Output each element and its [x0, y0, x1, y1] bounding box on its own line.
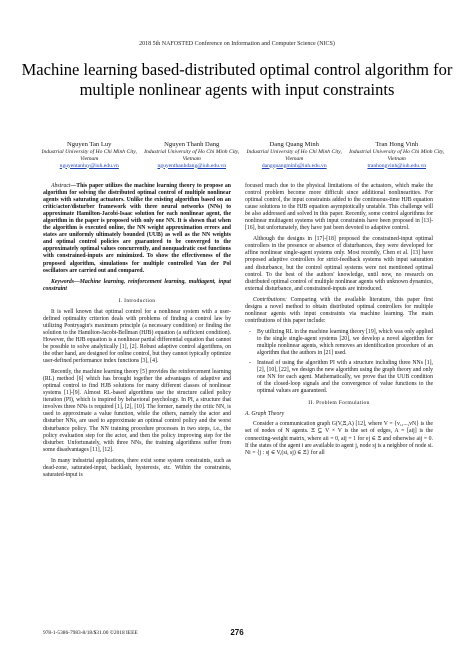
author-2 [141, 141, 244, 169]
paragraph: Consider a communication graph G(V,Ξ,A) [12], where V = {v₁,...,vN} is the set of nodes of N agents. Ξ ⊆ V × V is the set of edges, A = [aij] is the connecting-weight matrix, where aii = 0, aij = 1 for ej ∈ Ξ and otherwise aij = 0. If the states of the agent i are available to agent j, node sj is a neighbor of node si. Ni = {j : sj ∈ V,(si, sj) ∈ Ξ} for all [245, 421, 433, 456]
author-country: Vietnam [80, 155, 99, 162]
author-name: Nguyen Tan Luy [67, 141, 112, 148]
abstract-label: Abstract [51, 183, 71, 189]
keywords-label: Keywords [51, 278, 74, 285]
author-1 [38, 141, 141, 169]
author-email-link[interactable]: nguyenthanhdang@iuh.edu.vn [157, 162, 227, 169]
right-column [245, 183, 433, 461]
conference-header: 2018 5th NAFOSTED Conference on Information and Computer Science (NICS) [139, 41, 335, 47]
author-institution: Industrial University of Ho Chi Minh City, Vietnam [144, 149, 240, 162]
paragraph: In many industrial applications, there exist some system constraints, such as dead-zone, saturated-input, backlash, hysteresis, etc. Within the constraints, saturated-input is [43, 457, 231, 478]
abstract-text: —This paper utilizes the machine learning theory to propose an algorithm for solving the distributed optimal control of multiple nonlinear agents with saturating actuators. Unlike the existing algorithm based on an critic/actor/disturber framework with three neural networks (NNs) to approximate Hamilton-Jacobi-Isaac solution for each nonlinear agent, the algorithm in the paper is proposed with only one NN. It is shown that when the algorithm is executed online, the NN weight approximation errors and states are uniformly ultimately bounded (UUB) as well as the NN weights and optimal control policies are guaranteed to be converged to the approximately optimal values concurrently, and nonquadratic cost functions with constrained-inputs are minimized. To show the effectiveness of the proposed algorithm, simulations for multiple controlled Van der Pol oscillators are carried out and compared. [43, 183, 231, 274]
list-item: - By utilizing RL in the machine learning theory [19], which was only applied to the single single-agent systems [20], we develop a novel algorithm for multiple nonlinear agents, which removes an identification procedure of an algorithm that the authors in [21] used. [257, 329, 433, 357]
contribution-list [245, 329, 433, 395]
paragraph: focused much due to the physical limitations of the actuators, which make the control problem become more difficult since additional nonlinearities. For optimal control, the input constraints added to the continuous-time HJB equation cause solutions to the HJB equation asymptotically unstable. This challenge will be also addressed and solved in this paper. Recently, some control algorithms for nonlinear multiagent systems with input constraints have been proposed in [13]-[16], but unfortunately, they have just been devoted to adaptive control. [245, 183, 433, 232]
paper-title: Machine learning based-distributed optimal control algorithm for multiple nonlinear agents with input constraints [21, 60, 453, 99]
author-email-link[interactable]: nguyentanluy@iuh.edu.vn [59, 162, 119, 169]
author-name: Dang Quang Minh [269, 141, 319, 148]
author-institution: Industrial University of Ho Chi Minh City, Vietnam [246, 149, 342, 162]
list-item: - Instead of using the algorithm PI with a structure including three NNs [1], [2], [10], [22], we design the new algorithm using the graph theory and only one NN for each agent. Mathematically, we prove that the UUB condition of the closed-loop signals and the convergence of value functions to the optimal values are guaranteed. [257, 360, 433, 395]
page-footer [43, 628, 431, 638]
section-heading-introduction: I. Introduction [118, 297, 156, 304]
author-email-link[interactable]: dangquangminh@iuh.edu.vn [261, 162, 327, 169]
left-column [43, 183, 231, 483]
author-institution: Industrial University of Ho Chi Minh City, [41, 149, 137, 155]
paragraph: It is well known that optimal control for a nonlinear system with a user-defined optimality criterion deals with problems of finding a control law by utilizing Pontryagin's maximum principle (a necessary condition) or finding the solution to the Hamilton-Jacobi-Bellman (HJB) equation (a sufficient condition). However, the HJB equation is a nonlinear partial differential equation that cannot be possible to solve analytically [1], [2]. Robust adaptive control algorithms, on the other hand, are designed for online control, but they cannot typically optimize user-defined performance index functions [3], [4]. [43, 308, 231, 365]
keywords [43, 279, 231, 293]
author-email-link[interactable]: tranhongvinh@iuh.edu.vn [367, 162, 427, 169]
contributions-label: Contributions: [253, 296, 287, 303]
author-block [38, 141, 448, 169]
author-name: Nguyen Thanh Dang [164, 141, 220, 148]
keywords-text: —Machine learning, reinforcement learning, multiagent, input constraint [43, 278, 231, 292]
section-heading-problem-formulation: II. Problem Formulation [308, 400, 370, 407]
contributions-text: Comparing with the available literature, this paper first designs a novel method to obtain distributed optimal controllers for multiple nonlinear agents with input constraints via machine learning. The main contributions of this paper include: [245, 296, 433, 324]
subsection-heading-graph-theory: A. Graph Theory [245, 411, 285, 418]
paragraph: Recently, the machine learning theory [5] provides the reinforcement learning (RL) method [6] which has brought together the advantages of adaptive and optimal control to find HJB solutions for many different classes of nonlinear systems [1]-[9]. Almost RL-based algorithms use the structure called policy iteration (PI), which is inspired by behavioral psychology. In PI, a structure that involves three NNs is required [1], [2], [10]. The former, namely the critic NN, is used to approximate a value function, while the others, namely the actor and disturber NNs, are used to approximate an optimal control policy and the worst disturbance policy. The NN training procedure processes in two steps, i.e., the policy evaluation step for the actor, and then the policy improving step for the disturber. Unfortunately, with three NNs, the training algorithms suffer from some disadvantages [11], [12]. [43, 369, 231, 453]
author-institution: Industrial University of Ho Chi Minh City, Vietnam [349, 149, 445, 162]
page-number: 276 [230, 628, 244, 637]
abstract [43, 183, 231, 275]
paragraph: Although the designs in [17]-[18] proposed the constrained-input optimal controllers in the presence or absence of disturbances, they were developed for affine nonlinear single-agent systems only. Most recently, Chen et al. [13] have proposed adaptive controllers for strict-feedback systems with input saturation and disturbance, but the control optimal systems were not mentioned optimal control. To the best of the authors' knowledge, until now, no research on distributed optimal control of multiple nonlinear agents with unknown dynamics, external disturbance, and constrained-inputs are introduced. [245, 236, 433, 292]
author-3 [243, 141, 346, 169]
author-name: Tran Hong Vinh [375, 141, 419, 148]
contributions-paragraph [245, 297, 433, 325]
copyright-notice: 978-1-5386-7983-8/18/$31.00 ©2018 IEEE [43, 630, 138, 636]
author-4 [346, 141, 449, 169]
